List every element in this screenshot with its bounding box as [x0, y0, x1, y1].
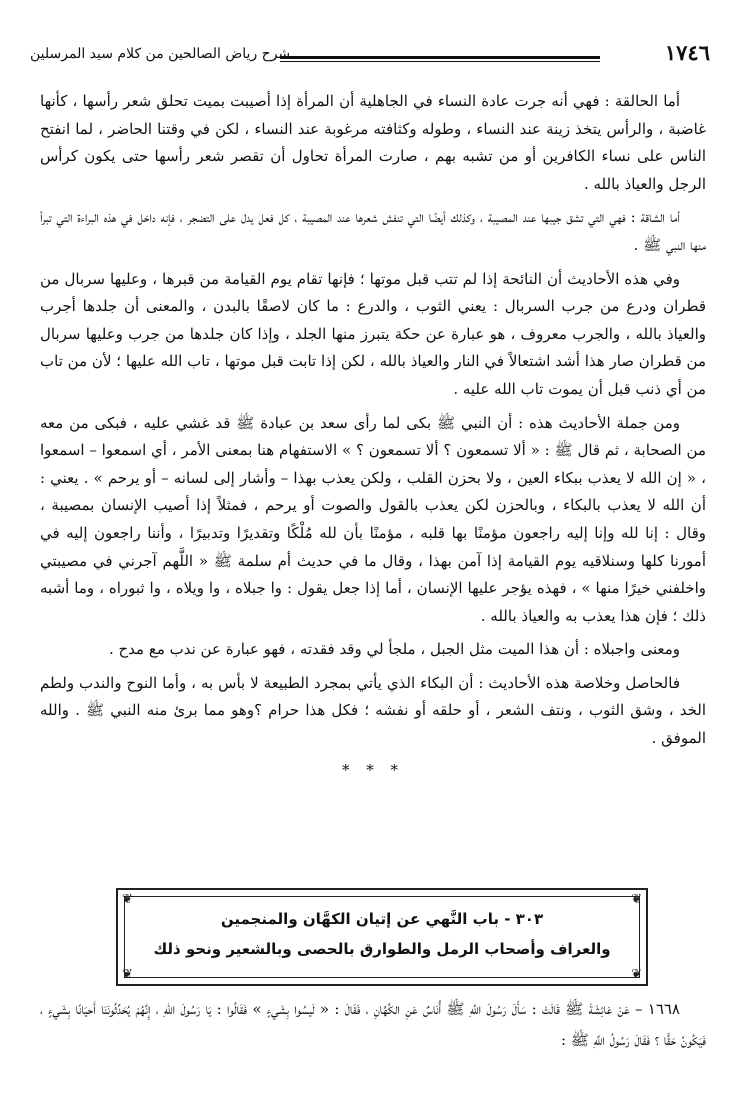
page-header: [30, 38, 710, 70]
corner-ornament-icon: ❦: [122, 967, 133, 982]
corner-ornament-icon: ❦: [631, 892, 642, 907]
hadith-1668: ١٦٦٨ – عَنْ عَائِشَةَ ﷺ قَالَتْ : سَأَلَ رَسُولَ اللَّهِ ﷺ أُنَاسٌ عَنِ الكُهَّانِ ، فَقَالَ : « لَيسُوا بِشَيءٍ » فَقَالُوا : يَا رَسُولَ اللهِ ، إِنَّهُمْ يُحَدِّثُونَنَا أَحيَانًا بِشَيءٍ ، فَيَكُونُ حَقًّا ؟ فَقَالَ رَسُولُ اللَّهِ ﷺ :: [40, 1000, 706, 1049]
chapter-title-line-1: ٣٠٣ - باب النَّهي عن إتيان الكهَّان والمنجمين: [220, 910, 544, 928]
hadith-text: [40, 994, 706, 1056]
chapter-title-inner-border: [124, 896, 640, 978]
main-text: [40, 88, 706, 784]
paragraph-conclusion: فالحاصل وخلاصة هذه الأحاديث : أن البكاء الذي يأتي بمجرد الطبيعة لا بأس به ، وأما النوح والندب ولطم الخد ، وشق الثوب ، ونتف الشعر ، أو حلقه أو نفشه ؛ فكل هذا حرام ؟وهو مما برئ منه النبي ﷺ . والله الموفق .: [40, 673, 706, 748]
running-title: شرح رياض الصالحين من كلام سيد المرسلين: [30, 46, 291, 62]
paragraph-halqa: أما الحالقة : فهي أنه جرت عادة النساء في الجاهلية أن المرأة إذا أصيبت بميت تحلق شعر رأسها ، كأنها غاضبة ، والرأس يتخذ زينة عند النساء ، وطوله وكثافته مرغوبة عند النساء ، لكن في وقتنا الحاضر ، لما انفتح الناس على نساء الكافرين أو من تشبه بهم ، صارت المرأة تحاول أن تقصر شعر رأسها حتى يكون كرأس الرجل والعياذ بالله .: [40, 92, 706, 193]
page-number: ١٧٤٦: [664, 40, 710, 65]
paragraph-shaqqa: أما الشاقة : فهي التي تشق جيبها عند المصيبة ، وكذلك أيضًا التي تنفش شعرها عند المصيبة ، كل فعل يدل على التضجر ، فإنه داخل في هذه البراءة التي تبرأ منها النبي ﷺ .: [40, 208, 706, 254]
chapter-title-frame: [116, 888, 648, 986]
header-rule-thin: [280, 61, 600, 62]
chapter-title-line-2: والعراف وأصحاب الرمل والطوارق بالحصى وبالشعير ونحو ذلك: [153, 940, 611, 958]
corner-ornament-icon: ❦: [122, 892, 133, 907]
section-separator: * * *: [341, 760, 405, 779]
paragraph-wajablah: ومعنى واجبلاه : أن هذا الميت مثل الجبل ، ملجأ لي وقد فقدته ، فهو عبارة عن ندب مع مدح .: [108, 640, 680, 659]
paragraph-saad: ومن جملة الأحاديث هذه : أن النبي ﷺ بكى لما رأى سعد بن عبادة ﷺ قد غشي عليه ، فبكى من معه من الصحابة ، ثم قال ﷺ : « ألا تسمعون ؟ ألا تسمعون ؟ » الاستفهام هنا بمعنى الأمر ، أي اسمعوا – اسمعوا ، « إن الله لا يعذب ببكاء العين ، ولا بحزن القلب ، ولكن يعذب بهذا – وأشار إلى لسانه – أو يرحم » . يعني : أن الله لا يعذب بالبكاء ، وبالحزن لكن يعذب بالقول والصوت أو يرحم ، فمثلاً إذا أصيب الإنسان بمصيبة ، وقال : إنا لله وإنا إليه راجعون مؤمنًا بها قلبه ، مؤمنًا بأن لله مُلْكًا وتقديرًا وتدبيرًا ، وأننا راجعون إليه في أمورنا كلها وسنلاقيه يوم القيامة إذا آمن بهذا ، وقال ما في حديث أم سلمة ﷺ « اللَّهم آجرني في مصيبتي واخلفني خيرًا منها » ، فهذه يؤجر عليها الإنسان ، أما إذا جعل يقول : وا جبلاه ، وا ويلاه ، وا ثبوراه ، وما أشبه ذلك ؛ فإن هذا يعذب به والعياذ بالله .: [40, 413, 706, 625]
header-rule-thick: [280, 56, 600, 59]
corner-ornament-icon: ❦: [631, 967, 642, 982]
paragraph-naiha: وفي هذه الأحاديث أن النائحة إذا لم تتب قبل موتها ؛ فإنها تقام يوم القيامة من قبرها ، وعليها سربال من قطران ودرع من جرب السربال : يعني الثوب ، والدرع : ما كان لاصقًا بالبدن ، والمعنى أن جلدها أجرب والعياذ بالله ، والجرب معروف ، هو عبارة عن حكة يتبرز منها الجلد ، وإذا كان جلدها من جرب وعليها سربال من قطران صار هذا أشد اشتعالاً في النار والعياذ بالله ، لكن إذا تابت قبل موتها ، تاب الله عليها ؛ لأن من تاب من أي ذنب قبل أن يموت تاب الله عليه .: [40, 269, 706, 398]
